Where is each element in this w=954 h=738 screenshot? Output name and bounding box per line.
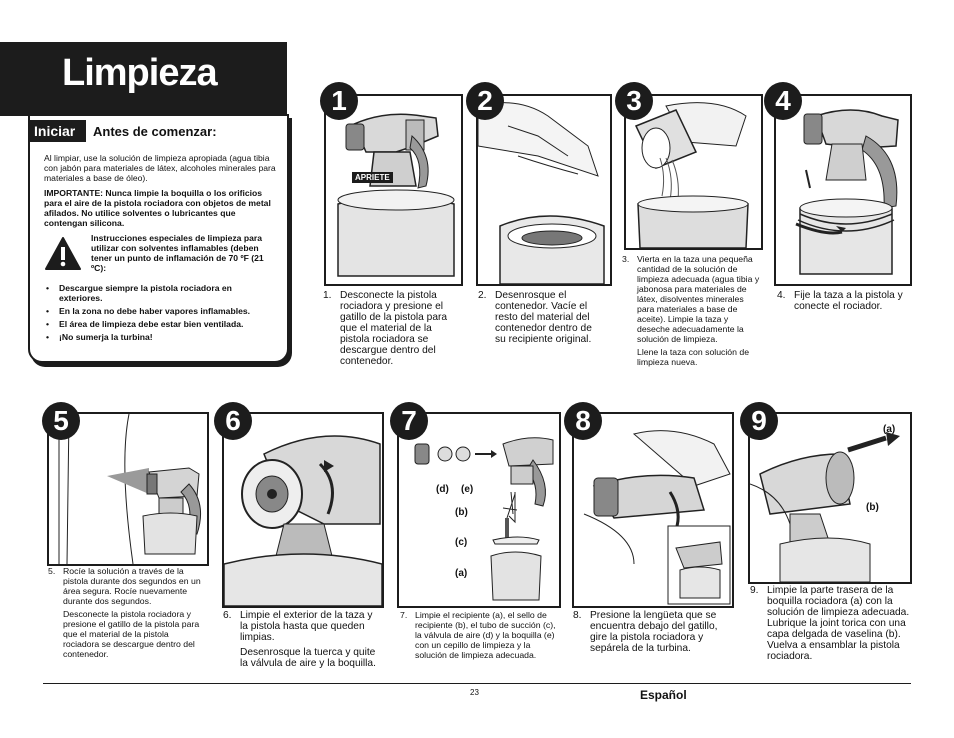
list-item: • En la zona no debe haber vapores inflamables.	[46, 306, 276, 316]
step-2-text: 2. Desenrosque el contenedor. Vacíe el resto del material del contenedor dentro de su recipiente original.	[478, 290, 592, 345]
step-1-illustration	[324, 94, 463, 286]
step-4-badge: 4	[764, 82, 802, 120]
step-9-illustration	[748, 412, 912, 584]
step-8-badge: 8	[564, 402, 602, 440]
step-9-badge: 9	[740, 402, 778, 440]
step-7-badge: 7	[390, 402, 428, 440]
step-4-text: 4. Fije la taza a la pistola y conecte el rociador.	[777, 290, 903, 312]
iniciar-tab: Iniciar	[28, 120, 86, 142]
step-7-text: 7. Limpie el recipiente (a), el sello de recipiente (b), el tubo de succión (c), la válvula de aire (d) y la boquilla (e) con un cepillo de limpieza y la solución de limpieza adecuada.	[400, 610, 556, 660]
step-3-illustration	[624, 94, 763, 250]
label-a-nozzle: (a)	[883, 424, 896, 435]
step-3-text: 3. Vierta en la taza una pequeña cantidad de la solución de limpieza adecuada (agua tibia y jabonosa para materiales de látex, disolventes minerales para materiales a base de aceite). Limpie la taza y deseche adecuadamente la solución de limpieza. Llene la taza con solución de limpieza nueva.	[622, 254, 760, 367]
step-5-text: 5. Rocíe la solución a través de la pistola durante dos segundos en un área segura. Rocíe nuevamente durante dos segundos. Desconecte la pistola rociadora y presione el gatillo de la pistola para que el material de la pistola rociadora se descargue dentro del contenedor.	[48, 566, 201, 659]
label-b: (b)	[455, 507, 468, 518]
label-e: (e)	[461, 484, 474, 495]
step-7-illustration	[397, 412, 561, 608]
step-1-text: 1. Desconecte la pistola rociadora y presione el gatillo de la pistola para que el material de la pistola rociadora se descargue dentro del contenedor.	[323, 290, 448, 367]
step-6-illustration	[222, 412, 384, 608]
step-2-illustration	[476, 94, 612, 286]
step-3-badge: 3	[615, 82, 653, 120]
safety-bullets	[46, 283, 276, 345]
warning-icon	[44, 236, 82, 272]
label-b-oring: (b)	[866, 502, 879, 513]
step-8-illustration	[572, 412, 734, 608]
label-a: (a)	[455, 568, 468, 579]
label-d: (d)	[436, 484, 449, 495]
flammable-warning: Instrucciones especiales de limpieza para utilizar con solventes inflamables (deben tener un punto de inflamación de 70 ºF (21 ºC):	[91, 233, 264, 273]
before-heading: Antes de comenzar:	[93, 124, 217, 139]
step-2-badge: 2	[466, 82, 504, 120]
step-4-illustration	[774, 94, 912, 286]
list-item: • ¡No sumerja la turbina!	[46, 332, 276, 342]
footer-rule	[43, 683, 911, 684]
intro-paragraph: Al limpiar, use la solución de limpieza apropiada (agua tibia con jabón para materiales de látex, alcoholes minerales para materiales a base de óleo).	[44, 153, 276, 183]
step-1-badge: 1	[320, 82, 358, 120]
step-5-badge: 5	[42, 402, 80, 440]
language-label: Español	[640, 688, 687, 702]
page-title: Limpieza	[62, 52, 217, 94]
list-item: • Descargue siempre la pistola rociadora en exteriores.	[46, 283, 276, 303]
page-number: 23	[470, 688, 479, 697]
step-9-text: 9. Limpie la parte trasera de la boquilla rociadora (a) con la solución de limpieza adecuada. Lubrique la joint torica con una capa delgada de vaselina (b). Vuelva a ensamblar la pistola rociadora.	[750, 585, 910, 662]
list-item: • El área de limpieza debe estar bien ventilada.	[46, 319, 276, 329]
step-6-text: 6. Limpie el exterior de la taza y la pistola hasta que queden limpias. Desenrosque la tuerca y quite la válvula de aire y la boquilla.	[223, 610, 376, 669]
step-6-badge: 6	[214, 402, 252, 440]
label-c: (c)	[455, 537, 468, 548]
squeeze-callout: APRIETE	[352, 172, 393, 183]
step-8-text: 8. Presione la lengüeta que se encuentra debajo del gatillo, gire la pistola rociadora y sepárela de la turbina.	[573, 610, 718, 654]
important-note: IMPORTANTE: Nunca limpie la boquilla o los orificios para el aire de la pistola rociadora con objetos de metal afilados. No utilice solventes o lubricantes que contengan silicona.	[44, 188, 271, 228]
